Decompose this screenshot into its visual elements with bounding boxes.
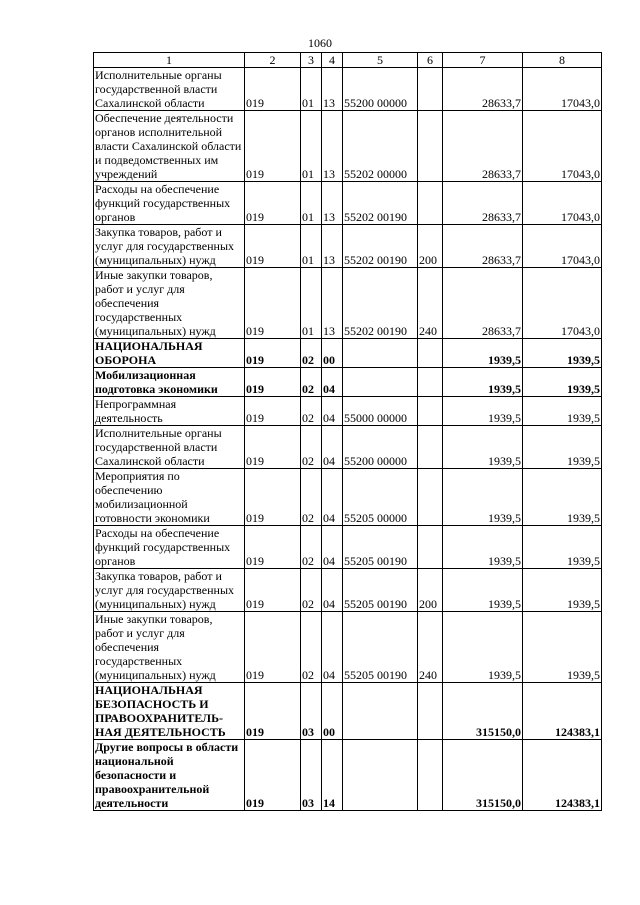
expense-type-cell <box>418 683 443 740</box>
section-cell: 01 <box>301 182 322 225</box>
table-row <box>94 426 602 469</box>
table-row <box>94 111 602 182</box>
row-name-cell: НАЦИОНАЛЬНАЯ БЕЗОПАСНОСТЬ И ПРАВООХРАНИТЕЛЬ-НАЯ ДЕЯТЕЛЬНОСТЬ <box>94 683 245 740</box>
ministry-code-cell: 019 <box>245 182 301 225</box>
target-article-cell: 55205 00190 <box>343 569 418 612</box>
target-article-cell: 55202 00190 <box>343 268 418 339</box>
column-header: 5 <box>343 53 418 68</box>
amount-year2-cell: 17043,0 <box>523 68 602 111</box>
amount-year1-cell: 1939,5 <box>443 612 523 683</box>
target-article-cell <box>343 740 418 811</box>
section-cell: 02 <box>301 397 322 426</box>
expense-type-cell: 200 <box>418 569 443 612</box>
row-name-cell: Обеспечение деятельности органов исполнительной власти Сахалинской области и подведомственных им учреждений <box>94 111 245 182</box>
expense-type-cell <box>418 426 443 469</box>
amount-year1-cell: 28633,7 <box>443 111 523 182</box>
ministry-code-cell: 019 <box>245 683 301 740</box>
row-name-cell: Непрограммная деятельность <box>94 397 245 426</box>
target-article-cell: 55000 00000 <box>343 397 418 426</box>
amount-year1-cell: 28633,7 <box>443 68 523 111</box>
expense-type-cell: 240 <box>418 612 443 683</box>
amount-year1-cell: 1939,5 <box>443 339 523 368</box>
page-number: 1060 <box>308 36 332 50</box>
budget-table <box>93 52 602 811</box>
target-article-cell: 55200 00000 <box>343 426 418 469</box>
subsection-cell: 00 <box>322 683 343 740</box>
table-row <box>94 182 602 225</box>
amount-year2-cell: 17043,0 <box>523 111 602 182</box>
amount-year2-cell: 1939,5 <box>523 339 602 368</box>
amount-year1-cell: 1939,5 <box>443 368 523 397</box>
row-name-cell: НАЦИОНАЛЬНАЯ ОБОРОНА <box>94 339 245 368</box>
section-cell: 02 <box>301 469 322 526</box>
amount-year2-cell: 17043,0 <box>523 268 602 339</box>
subsection-cell: 04 <box>322 612 343 683</box>
column-header: 7 <box>443 53 523 68</box>
amount-year2-cell: 1939,5 <box>523 397 602 426</box>
column-header: 1 <box>94 53 245 68</box>
target-article-cell: 55202 00000 <box>343 111 418 182</box>
column-header: 2 <box>245 53 301 68</box>
column-header: 4 <box>322 53 343 68</box>
table-row <box>94 526 602 569</box>
row-name-cell: Мероприятия по обеспечению мобилизационной готовности экономики <box>94 469 245 526</box>
expense-type-cell <box>418 397 443 426</box>
ministry-code-cell: 019 <box>245 426 301 469</box>
row-name-cell: Иные закупки товаров, работ и услуг для обеспечения государственных (муниципальных) нужд <box>94 612 245 683</box>
section-cell: 01 <box>301 225 322 268</box>
amount-year2-cell: 1939,5 <box>523 569 602 612</box>
ministry-code-cell: 019 <box>245 569 301 612</box>
target-article-cell: 55205 00190 <box>343 612 418 683</box>
amount-year1-cell: 315150,0 <box>443 740 523 811</box>
subsection-cell: 04 <box>322 469 343 526</box>
subsection-cell: 04 <box>322 526 343 569</box>
subsection-cell: 04 <box>322 569 343 612</box>
subsection-cell: 04 <box>322 368 343 397</box>
ministry-code-cell: 019 <box>245 111 301 182</box>
ministry-code-cell: 019 <box>245 526 301 569</box>
subsection-cell: 13 <box>322 268 343 339</box>
table-row <box>94 397 602 426</box>
target-article-cell <box>343 368 418 397</box>
expense-type-cell: 240 <box>418 268 443 339</box>
ministry-code-cell: 019 <box>245 68 301 111</box>
section-cell: 02 <box>301 612 322 683</box>
ministry-code-cell: 019 <box>245 368 301 397</box>
amount-year1-cell: 1939,5 <box>443 526 523 569</box>
expense-type-cell <box>418 68 443 111</box>
amount-year2-cell: 17043,0 <box>523 225 602 268</box>
amount-year1-cell: 1939,5 <box>443 569 523 612</box>
section-cell: 02 <box>301 426 322 469</box>
section-cell: 03 <box>301 740 322 811</box>
expense-type-cell <box>418 526 443 569</box>
target-article-cell <box>343 339 418 368</box>
amount-year2-cell: 1939,5 <box>523 469 602 526</box>
amount-year2-cell: 1939,5 <box>523 612 602 683</box>
column-header: 3 <box>301 53 322 68</box>
section-cell: 02 <box>301 368 322 397</box>
subsection-cell: 04 <box>322 397 343 426</box>
expense-type-cell: 200 <box>418 225 443 268</box>
section-cell: 02 <box>301 569 322 612</box>
section-cell: 02 <box>301 339 322 368</box>
table-row <box>94 740 602 811</box>
expense-type-cell <box>418 368 443 397</box>
subsection-cell: 13 <box>322 182 343 225</box>
amount-year2-cell: 17043,0 <box>523 182 602 225</box>
ministry-code-cell: 019 <box>245 469 301 526</box>
section-cell: 01 <box>301 111 322 182</box>
row-name-cell: Расходы на обеспечение функций государственных органов <box>94 182 245 225</box>
amount-year1-cell: 1939,5 <box>443 397 523 426</box>
subsection-cell: 13 <box>322 225 343 268</box>
ministry-code-cell: 019 <box>245 612 301 683</box>
ministry-code-cell: 019 <box>245 339 301 368</box>
row-name-cell: Исполнительные органы государственной власти Сахалинской области <box>94 426 245 469</box>
subsection-cell: 13 <box>322 68 343 111</box>
table-row <box>94 225 602 268</box>
table-row <box>94 683 602 740</box>
expense-type-cell <box>418 182 443 225</box>
row-name-cell: Закупка товаров, работ и услуг для государственных (муниципальных) нужд <box>94 569 245 612</box>
subsection-cell: 14 <box>322 740 343 811</box>
row-name-cell: Мобилизационная подготовка экономики <box>94 368 245 397</box>
target-article-cell <box>343 683 418 740</box>
subsection-cell: 00 <box>322 339 343 368</box>
amount-year2-cell: 1939,5 <box>523 368 602 397</box>
amount-year1-cell: 1939,5 <box>443 426 523 469</box>
table-row <box>94 612 602 683</box>
amount-year1-cell: 315150,0 <box>443 683 523 740</box>
target-article-cell: 55205 00000 <box>343 469 418 526</box>
column-header: 8 <box>523 53 602 68</box>
table-header-row <box>94 53 602 68</box>
amount-year1-cell: 28633,7 <box>443 182 523 225</box>
row-name-cell: Иные закупки товаров, работ и услуг для обеспечения государственных (муниципальных) нужд <box>94 268 245 339</box>
amount-year2-cell: 1939,5 <box>523 426 602 469</box>
ministry-code-cell: 019 <box>245 397 301 426</box>
amount-year2-cell: 124383,1 <box>523 740 602 811</box>
table-row <box>94 268 602 339</box>
subsection-cell: 04 <box>322 426 343 469</box>
ministry-code-cell: 019 <box>245 225 301 268</box>
section-cell: 01 <box>301 268 322 339</box>
row-name-cell: Исполнительные органы государственной власти Сахалинской области <box>94 68 245 111</box>
target-article-cell: 55205 00190 <box>343 526 418 569</box>
amount-year1-cell: 28633,7 <box>443 268 523 339</box>
ministry-code-cell: 019 <box>245 740 301 811</box>
amount-year1-cell: 28633,7 <box>443 225 523 268</box>
row-name-cell: Закупка товаров, работ и услуг для государственных (муниципальных) нужд <box>94 225 245 268</box>
target-article-cell: 55202 00190 <box>343 225 418 268</box>
table-row <box>94 368 602 397</box>
expense-type-cell <box>418 740 443 811</box>
amount-year2-cell: 1939,5 <box>523 526 602 569</box>
target-article-cell: 55200 00000 <box>343 68 418 111</box>
section-cell: 01 <box>301 68 322 111</box>
subsection-cell: 13 <box>322 111 343 182</box>
ministry-code-cell: 019 <box>245 268 301 339</box>
table-row <box>94 339 602 368</box>
table-row <box>94 68 602 111</box>
expense-type-cell <box>418 469 443 526</box>
amount-year2-cell: 124383,1 <box>523 683 602 740</box>
section-cell: 03 <box>301 683 322 740</box>
row-name-cell: Другие вопросы в области национальной безопасности и правоохранительной деятельности <box>94 740 245 811</box>
expense-type-cell <box>418 339 443 368</box>
table-row <box>94 469 602 526</box>
row-name-cell: Расходы на обеспечение функций государственных органов <box>94 526 245 569</box>
amount-year1-cell: 1939,5 <box>443 469 523 526</box>
expense-type-cell <box>418 111 443 182</box>
target-article-cell: 55202 00190 <box>343 182 418 225</box>
section-cell: 02 <box>301 526 322 569</box>
column-header: 6 <box>418 53 443 68</box>
table-row <box>94 569 602 612</box>
